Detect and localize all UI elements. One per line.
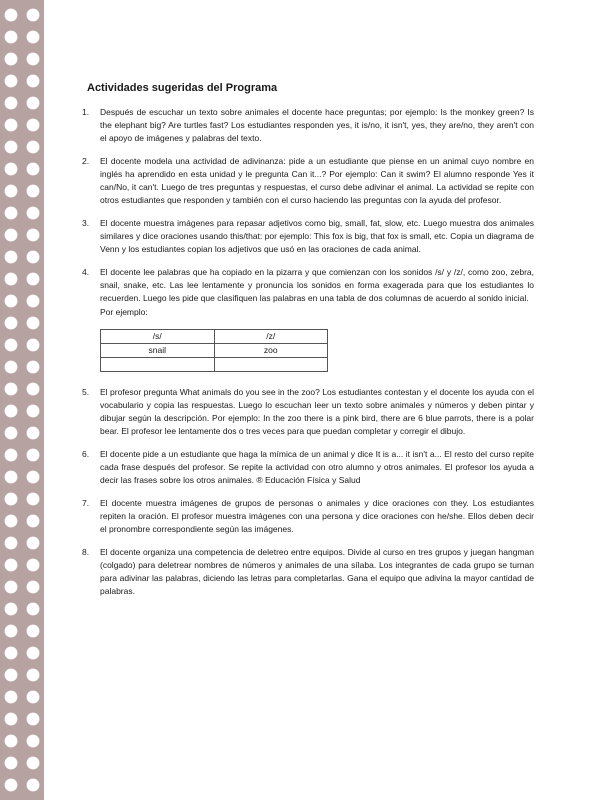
activity-text: El docente muestra imágenes de grupos de personas o animales y dice oraciones con they. Los estudiantes repiten la oración. El profesor muestra imágenes con una persona y dice oraciones con he/she. Ellos deben decir el pronombre correspondiente según las imágenes. xyxy=(100,498,534,534)
activity-number: 8. xyxy=(82,547,90,557)
table-cell xyxy=(214,358,328,372)
table-header-row xyxy=(101,330,328,344)
activity-number: 4. xyxy=(82,267,90,277)
activity-text: Después de escuchar un texto sobre animales el docente hace preguntas; por ejemplo: Is the monkey green? Is the elephant big? Are turtles fast? Los estudiantes responden yes, it is/no, it isn't, yes, they are/no, they aren't con el apoyo de imágenes y palabras del texto. xyxy=(100,107,534,143)
activity-number: 2. xyxy=(82,156,90,166)
activity-item xyxy=(70,448,534,487)
table-row xyxy=(101,358,328,372)
activity-text: El docente organiza una competencia de deletreo entre equipos. Divide al curso en tres grupos y juegan hangman (colgado) para deletrear nombres de números y animales de una sílaba. Los integrantes de cada grupo se turnan para adivinar las palabras, diciendo las letras para completarlas. Gana el equipo que adivina la mayor cantidad de palabras. xyxy=(100,547,534,596)
example-label: Por ejemplo: xyxy=(100,307,148,317)
document-title: Actividades sugeridas del Programa xyxy=(87,82,278,94)
activity-item xyxy=(70,106,534,145)
activity-text: El docente lee palabras que ha copiado en la pizarra y que comienzan con los sonidos /s/ y /z/, como zoo, zebra, snail, snake, etc. Las lee lentamente y pronuncia los sonidos en forma exagerada para que los estudiantes lo recuerden. Luego les pide que clasifiquen las palabras en una tabla de dos columnas de acuerdo al sonido inicial. xyxy=(100,267,534,303)
activity-item xyxy=(70,497,534,536)
sound-classification-table xyxy=(100,329,328,372)
activity-item xyxy=(70,546,534,598)
activity-text: El docente modela una actividad de adivinanza: pide a un estudiante que piense en un animal cuyo nombre en inglés ha aprendido en esta unidad y le pregunta Can it...? Por ejemplo: Can it swim? El alumno responde Yes it can/No, it can't. Luego de tres preguntas y respuestas, el curso debe adivinar el animal. La actividad se repite con otros estudiantes que responden y también con el curso haciendo las preguntas con la ayuda del profesor. xyxy=(100,156,534,205)
table-cell: zoo xyxy=(214,344,328,358)
activity-item xyxy=(70,386,534,438)
table-cell xyxy=(101,358,215,372)
table-row xyxy=(101,344,328,358)
activity-item xyxy=(70,266,534,376)
activity-number: 5. xyxy=(82,387,90,397)
activity-item xyxy=(70,217,534,256)
activity-item xyxy=(70,155,534,207)
activity-text: El docente pide a un estudiante que haga la mímica de un animal y dice It is a... it isn't a... El resto del curso repite cada frase después del profesor. Se repite la actividad con otro alumno y otros animales. El profesor los ayuda a decir las frases sobre los otros animales. ® Educación Física y Salud xyxy=(100,449,534,485)
activity-number: 6. xyxy=(82,449,90,459)
activity-number: 7. xyxy=(82,498,90,508)
table-header-cell: /z/ xyxy=(214,330,328,344)
activity-list xyxy=(70,106,534,598)
table-header-cell: /s/ xyxy=(101,330,215,344)
table-cell: snail xyxy=(101,344,215,358)
document-page xyxy=(70,82,534,608)
activity-text: El docente muestra imágenes para repasar adjetivos como big, small, fat, slow, etc. Luego muestra dos animales similares y dice oraciones usando this/that: por ejemplo: This fox is big, that fox is small, etc. Copia un diagrama de Venn y los estudiantes copian los adjetivos que usó en las oraciones de cada animal. xyxy=(100,218,534,254)
activity-number: 1. xyxy=(82,107,90,117)
activity-number: 3. xyxy=(82,218,90,228)
activity-text: El profesor pregunta What animals do you see in the zoo? Los estudiantes contestan y el docente los ayuda con el vocabulario y copia las respuestas. Luego lo escuchan leer un texto sobre animales y números y deben pintar y dibujar según la descripción. Por ejemplo: In the zoo there is a pink bird, there are 6 blue parrots, there is a polar bear. El profesor lee lentamente dos o tres veces para que puedan completar y corregir el dibujo. xyxy=(100,387,534,436)
decorative-dot-strip xyxy=(0,0,44,800)
